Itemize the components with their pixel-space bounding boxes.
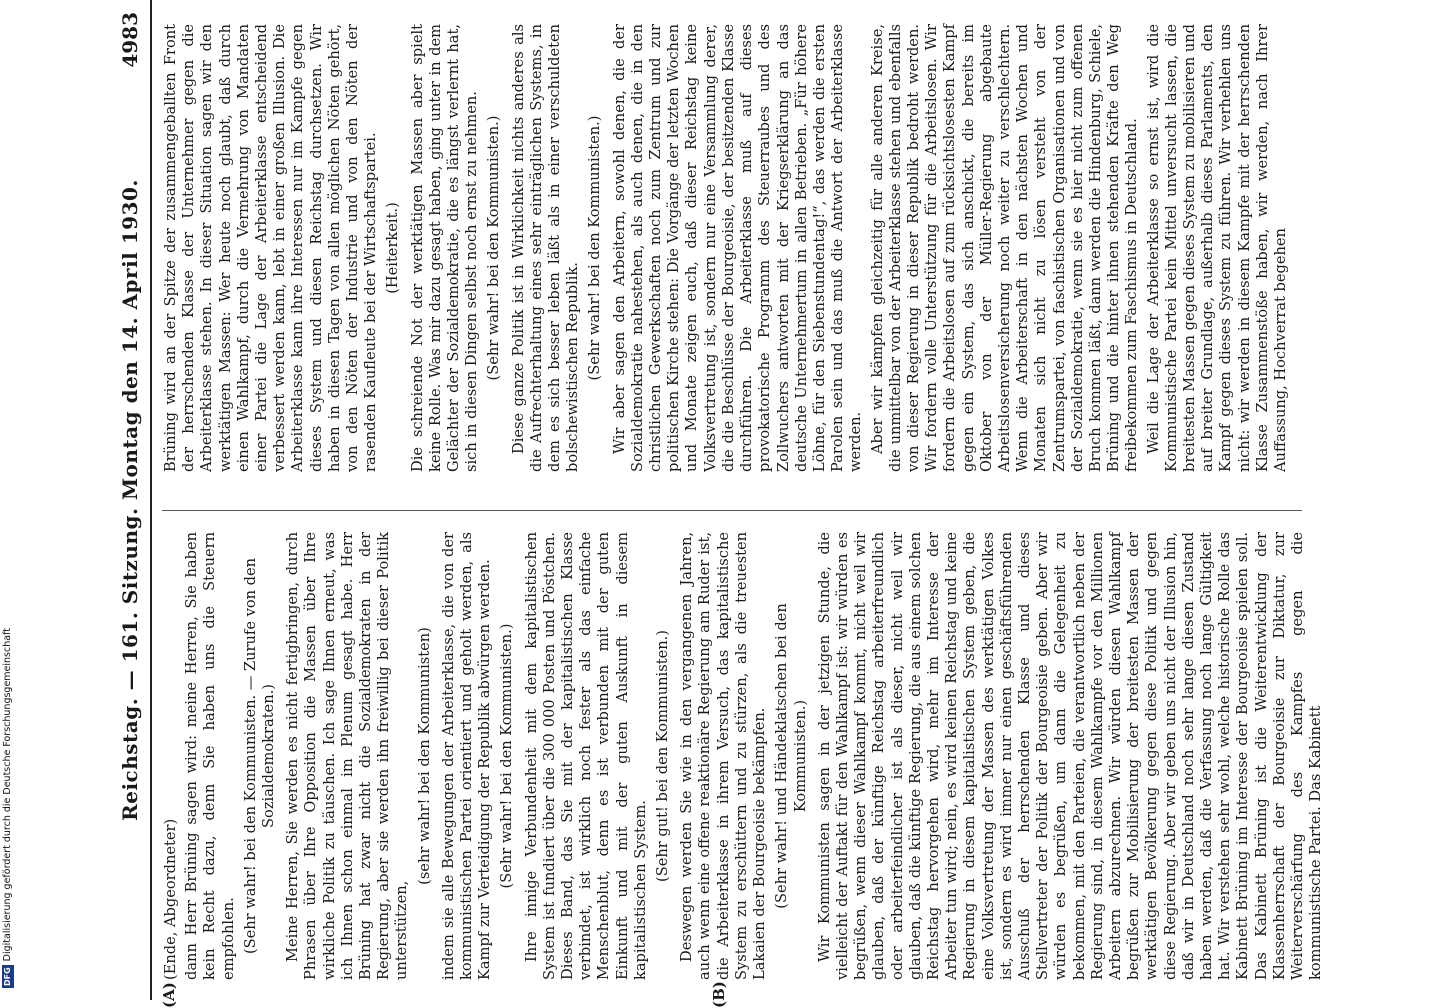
paragraph: Meine Herren, Sie werden es nicht fertigbringen, durch Phrasen über Ihre Opposition die Massen über Ihre wirkliche Politik zu täuschen. Ich sage Ihnen erneut, was ich Ihnen schon einmal im Plenum gesagt habe. Herr Brüning hat zwar nicht die Sozialdemokraten in der Regierung, aber sie werden ihn freiwillig bei dieser Politik unterstützen, (284, 532, 411, 980)
paragraph: Aber wir kämpfen gleichzeitig für alle anderen Kreise, die unmittelbar von der Arbeiterklasse stehen und ebenfalls von dieser Regierung in dieser Republik bedroht werden. Wir fordern volle Unterstützung für die Arbeitslosen. Wir fordern die Arbeitslosen auf zum rücksichtslosesten Kampf gegen ein System, das sich anschickt, die bereits im Oktober von der Müller-Regierung abgebaute Arbeitslosenversicherung noch weiter zu verschlechtern. Wenn die Arbeiterschaft in den nächsten Wochen und Monaten sich nicht zu lösen versteht von der Zentrumspartei, von faschistischen Organisationen und von der Sozialdemokratie, wenn sie es hier nicht zum offenen Bruch kommen läßt, dann werden die Hindenburg, Schiele, Brüning und die hinter ihnen stehenden Kräfte den Weg freibekommen zum Faschismus in Deutschland. (868, 24, 1141, 472)
margin-marker-a: (A) (160, 982, 178, 1008)
paragraph: indem sie alle Bewegungen der Arbeiterklasse, die von der kommunistischen Partei orientiert und geholt werden, als Kampf zur Verteidigung der Republik abwürgen werden. (439, 532, 494, 980)
interjection: (Sehr gut! bei den Kommunisten.) (654, 630, 672, 882)
paragraph: (Ende, Abgeordneter) (162, 818, 179, 980)
right-text-column (162, 24, 1312, 472)
interjection: (Sehr wahr! bei den Kommunisten.) (498, 623, 516, 889)
paragraph: Weil die Lage der Arbeiterklasse so ernst ist, wird die Kommunistische Partei kein Mittel unversucht lassen, die breitesten Massen gegen dieses System zu mobilisieren und auf breiter Grundlage, außerhalb dieses Parlaments, den Kampf gegen dieses System zu führen. Wir verhehlen uns nicht: wir werden in diesem Kampfe mit der herrschenden Klasse Zusammenstöße haben, wir werden, nach Ihrer Auffassung, Hochverrat begehen (1144, 24, 1289, 472)
paragraph: Brüning wird an der Spitze der zusammengeballten Front der herrschenden Klasse der Unternehmer gegen die Arbeiterklasse stehen. In dieser Situation sagen wir den werktätigen Massen: Wer heute noch glaubt, daß durch einen Wahlkampf, durch die Vermehrung von Mandaten einer Partei die Lage der Arbeiterklasse entscheidend verbessert werden kann, lebt in einer großen Illusion. Die Arbeiterklasse kann ihre Interessen nur im Kampfe gegen dieses System und diesen Reichstag durchsetzen. Wir haben in diesen Tagen von allen möglichen Nöten gehört, von den Nöten der Industrie und von den Nöten der rasenden Kaufleute bei der Wirtschaftspartei. (162, 24, 380, 472)
paragraph: Wir Kommunisten sagen in der jetzigen Stunde, die vielleicht der Auftakt für den Wahlkampf ist: wir würden es begrüßen, wenn dieser Wahlkampf kommt, nicht weil wir glauben, daß der künftige Reichstag arbeiterfreundlich oder arbeiterfeindlicher ist als dieser, nicht weil wir glauben, daß die künftige Regierung, die aus einem solchen Reichstag hervorgehen wird, mehr im Interesse der Arbeiter tun wird; nein, es wird keinen Reichstag und keine Regierung in diesem kapitalistischen System geben, die eine Volksvertretung der Massen des werktätigen Volkes ist, sondern es wird immer nur einen geschäftsführenden Ausschuß der herrschenden Klasse und dieses Stellvertreter der Politik der Bourgeoisie geben. Aber wir würden es begrüßen, um dann die Gelegenheit zu bekommen, mit den Parteien, die verantwortlich neben der Regierung sind, in diesem Wahlkampfe vor den Millionen Arbeitern abzurechnen. Wir würden diesen Wahlkampf begrüßen zur Mobilisierung der breitesten Massen der werktätigen Bevölkerung gegen diese Politik und gegen diese Regierung. Aber wir geben uns nicht der Illusion hin, daß wir in Deutschland noch sehr lange diesen Zustand haben werden, daß die Verfassung noch lange Gültigkeit hat. Wir verstehen sehr wohl, welche historische Rolle das Kabinett Brüning im Interesse der Bourgeoisie spielen soll. Das Kabinett Brüning ist die Weiterentwicklung der Klassenherrschaft der Bourgeoisie zur Diktatur, zur Weiterverschärfung des Kampfes gegen die kommunistische Partei. Das Kabinett (815, 532, 1325, 980)
paragraph: Ihre innige Verbundenheit mit dem kapitalistischen System ist fundiert über die 300 000 Posten und Pöstchen. Dieses Band, das Sie mit der kapitalistischen Klasse verbindet, ist wirklich noch fester als das einfache Menschenblut, denn es ist verbunden mit der guten Einkunft und mit der guten Auskunft in diesem kapitalistischen System. (522, 532, 649, 980)
interjection: (Heiterkeit.) (384, 202, 402, 294)
page-title: Reichstag. — 161. Sitzung. Montag den 14. April 1930. (118, 179, 142, 821)
paragraph: dann Herr Brüning sagen wird: meine Herren, Sie haben kein Recht dazu, denn Sie haben uns die Steuern empfohlen. (183, 532, 237, 980)
paragraph: Deswegen werden Sie wie in den vergangenen Jahren, auch wenn eine offene reaktionäre Regierung am Ruder ist, die Arbeiterklasse in ihrem Versuch, das kapitalistische System zu erschüttern und zu stürzen, als die treuesten Lakaien der Bourgeoisie bekämpfen. (678, 532, 769, 980)
paragraph: Wir aber sagen den Arbeitern, sowohl denen, die der Sozialdemokratie nahestehen, als auch denen, die in den christlichen Gewerkschaften noch zum Zentrum und zur politischen Kirche stehen: Die Vorgänge der letzten Wochen und Monate zeigen euch, daß dieser Reichstag keine Volksvertretung ist, sondern nur eine Versammlung derer, die die Beschlüsse der Bourgeoisie, der besitzenden Klasse durchführen. Die Arbeiterklasse muß auf dieses provokatorische Programm des Steuerraubes und des Zollwuchers antworten mit der Kriegserklärung an das deutsche Unternehmertum in allen Betrieben. „Für höhere Löhne, für den Siebenstundentag!“, das werden die ersten Parolen sein und das muß die Antwort der Arbeiterklasse werden. (610, 24, 865, 472)
left-text-column (162, 532, 1325, 980)
rotated-page-content (110, 0, 1325, 1008)
page-number: 4983 (118, 12, 142, 68)
interjection: (Sehr wahr! bei den Kommunisten.) (485, 115, 503, 381)
paragraph: Diese ganze Politik ist in Wirklichkeit nichts anderes als die Aufrechterhaltung eines sehr einträglichen Systems, in dem es sich besser leben läßt als in einer verschuldeten bolschewistischen Republik. (509, 24, 582, 472)
interjection: (Sehr wahr! bei den Kommunisten. — Zurufe von den Sozialdemokraten.) (241, 557, 278, 955)
paragraph: Die schreiende Not der werktätigen Massen aber spielt keine Rolle. Was mir dazu gesagt haben, ging unter in dem Gelächter der Sozialdemokratie, die es längst verlernt hat, sich in diesen Dingen selbst noch ernst zu nehmen. (408, 24, 481, 472)
digitization-credit (0, 0, 16, 1000)
interjection: (Sehr wahr! und Händeklatschen bei den Kommunisten.) (773, 603, 809, 909)
page-header (110, 0, 150, 1000)
dfg-logo-icon: DFG (2, 967, 12, 986)
credit-text: Digitalisierung gefördert durch die Deutsche Forschungsgemeinschaft (2, 628, 13, 962)
interjection: (sehr wahr! bei den Kommunisten) (415, 627, 433, 885)
column-separator (162, 510, 1302, 511)
header-rule (150, 0, 152, 1000)
interjection: (Sehr wahr! bei den Kommunisten.) (586, 115, 604, 381)
margin-marker-b: (B) (710, 981, 728, 1008)
